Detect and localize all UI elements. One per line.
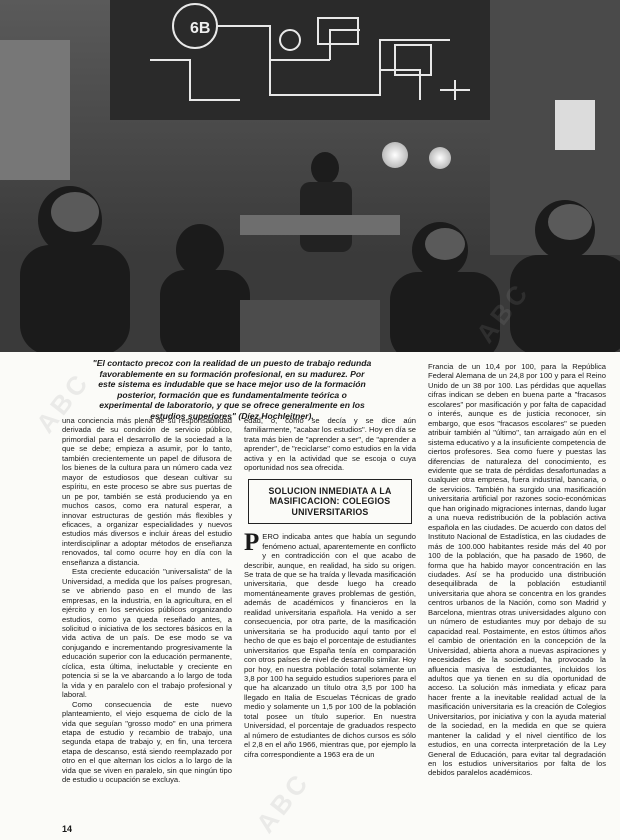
classroom-photo-illustration (0, 0, 620, 352)
col2-paragraph-2-text: ERO indicaba antes que había un segundo fenómeno actual, aparentemente en conflicto y en contradicción con el que acabo de describir, aunque, en realidad, ha sido su origen. Se trata de que se ha traída y llevada masificación universitaria, que desde luego ha creado momentáneamente graves problemas de gestión, además de académicos y financieros en la realidad universitaria española. Ha venido a ser consecuencia, por otra parte, de la masificación universitaria se ha producido aquí tanto por el hecho de que es bajo el porcentaje de estudiantes universitarios que España tenía en comparación con otros países de nivel de desarrollo similar. Hoy por hoy, en nuestra población total solamente un 3,8 por 100 ha seguido estudios superiores para el que ha alcanzado un título otra 3,5 por 100 ha llegado en Italia de Escuelas Técnicas de grado medio y solamente un 1,5 por 100 de la población total posee un título superior. En nuestra Universidad, el porcentaje de graduados respecto al número de estudiantes de dichos cursos es sólo el 2,8 en el año 1966, mientras que, por ejemplo la cifra correspondiente a 1963 era de un (244, 532, 416, 759)
teacher-figure (311, 152, 339, 184)
section-subheading: SOLUCION INMEDIATA A LA MASIFICACION: COLEGIOS UNIVERSITARIOS (248, 479, 412, 525)
watermark-abc-2: ABC (250, 766, 316, 839)
page-number: 14 (62, 824, 73, 834)
photo-caption: "El contacto precoz con la realidad de un puesto de trabajo redunda favorablemente en su formación profesional, en su madurez. Por este sistema es indudable que se hace mejor uso de la formación posterior, formación que es fundamentalmente teórica o experimental de laboratorio, y que se ofrece generalmente en los estudios superiores" (Díez Hochleitner). (92, 358, 372, 421)
col1-paragraph-1: una conciencia más plena de su responsabilidad derivada de su condición de servicio público, primordial para el desarrollo de la sociedad a la que se debe; empieza a asumir, por lo tanto, también crecientemente un papel de difusora de los bienes de la cultura para un número cada vez mayor de estudiosos que desean cultivar su espíritu, en este proceso se abre sus puertas de un pe por, también se está produciendo ya en muchos casos, como era natural esperar, a innovar estructuras de gestión más flexibles y eficaces, a organizar especialidades y nuevos estudios más diversos e incluir áreas del estudio interdisciplinar a adoptar métodos de enseñanza renovados, tal como ocurre hoy en día con la enseñanza a distancia. (62, 416, 232, 567)
article-column-3 (428, 362, 606, 832)
col1-paragraph-3: Como consecuencia de este nuevo planteamiento, el viejo esquema de ciclo de la vida que seguían "grosso modo" en una primera etapa de estudio y recambio de trabajo, una segunda etapa de trabajo y, en fin, una tercera etapa de descanso, está siendo reemplazado por otro en el que alternan los ciclos a lo largo de la vida que se viven en paralelo, sin que ningún tipo de estudio u ocupación se excluya. (62, 699, 232, 785)
col2-paragraph-2 (244, 529, 416, 759)
col2-paragraph-1: edad, o, como se decía y se dice aún familiarmente, "acabar los estudios". Hoy en día se trata más bien de "aprender a ser", de "aprender a aprender", de "reciclarse" como estudios en la vida activa y en la actividad que se escoja o cuya oportunidad nos sea ofrecida. (244, 416, 416, 473)
classroom-photo (0, 0, 620, 352)
watermark-abc-1: ABC (30, 366, 96, 439)
article-column-1 (62, 416, 232, 820)
blackboard-label-6b: 6B (190, 20, 211, 37)
drop-cap: P (244, 529, 260, 557)
article-column-2 (244, 416, 416, 820)
col1-paragraph-2: Esta creciente educación "universalista" de la Universidad, a medida que los países progresan, se ve abriendo paso en el mundo de las empresas, en la industria, en la agricultura, en el ejército y en los servicios públicos organizando estudios, como ya queda reseñado antes, a solicitud o iniciativa de los sectores básicos en la vida activa de un país. De ese modo se va conjugando e incrementando progresivamente la educación superior con la educación permanente, cíclica, esta última, ineluctable y creciente en potencia si se la ve abarcando a lo largo de toda la vida y en paralelo con el trabajo profesional y laboral. (62, 567, 232, 700)
col3-paragraph-1: Francia de un 10,4 por 100, para la República Federal Alemana de un 24,8 por 100 y para el Reino Unido de un 38 por 100. Las pérdidas que aquellas cifras indican se deben en buena parte a "fracasos escolares" por masificación y por falta de capacidad o interés, aunque es de justicia reconocer, sin embargo, que esos "fracasos escolares" se pueden atribuir también al "último", tan arraigado aún en el sistema educativo y a la insuficiente competencia de ciertos profesores. Sea como fuere y puestas las diferencias de naturaleza del conocimiento, es evidente que se trata de pérdidas desafortunadas a cualquier otra empresa, fuera industrial, bancaria, o de servicios. También ha surgido una masificación universitaria artificial por razones socio-económicas que han originado migraciones internas, dando lugar a una nueva redistribución de la población activa española en las ciudades. De acuerdo con datos del Instituto Nacional de Estadística, en las ciudades de más de 100.000 habitantes reside más del 40 por 100 de la población, que ha pasado de 1960, de forma que ha habido mayor concentración en las ciudades. Así se ha producido una distribución desequilibrada de la población estudiantil universitaria que ahora se concentra en los grandes centros urbanos de la Nación, como son Madrid y Barcelona, mientras otras universidades alguno con un número de estudiantes muy por debajo de su capacidad real. Postaimente, en estos últimos años el cambio de orientación en la concepción de la Universidad, abierta ahora a nuevas aspiraciones y necesidades de la sociedad, ha provocado la afluencia masiva de estudiantes, incluidos los adultos que ya tienen en su día oportunidad de acceso. La solución más inmediata y eficaz para hacer frente a la inevitable realidad actual de la masificación universitaria es la creación de Colegios Universitarios, por iniciativa y con la ayuda material de la sociedad, en la medida en que se quiera mantener la calidad y el nivel científico de los estudios, en una correcta interpretación de la Ley General de Educación, para evitar tal degradación en los estudios universitarios por falta de los debidos paralelos académicos. (428, 362, 606, 778)
lamp-2 (429, 147, 451, 169)
lamp-1 (382, 142, 408, 168)
